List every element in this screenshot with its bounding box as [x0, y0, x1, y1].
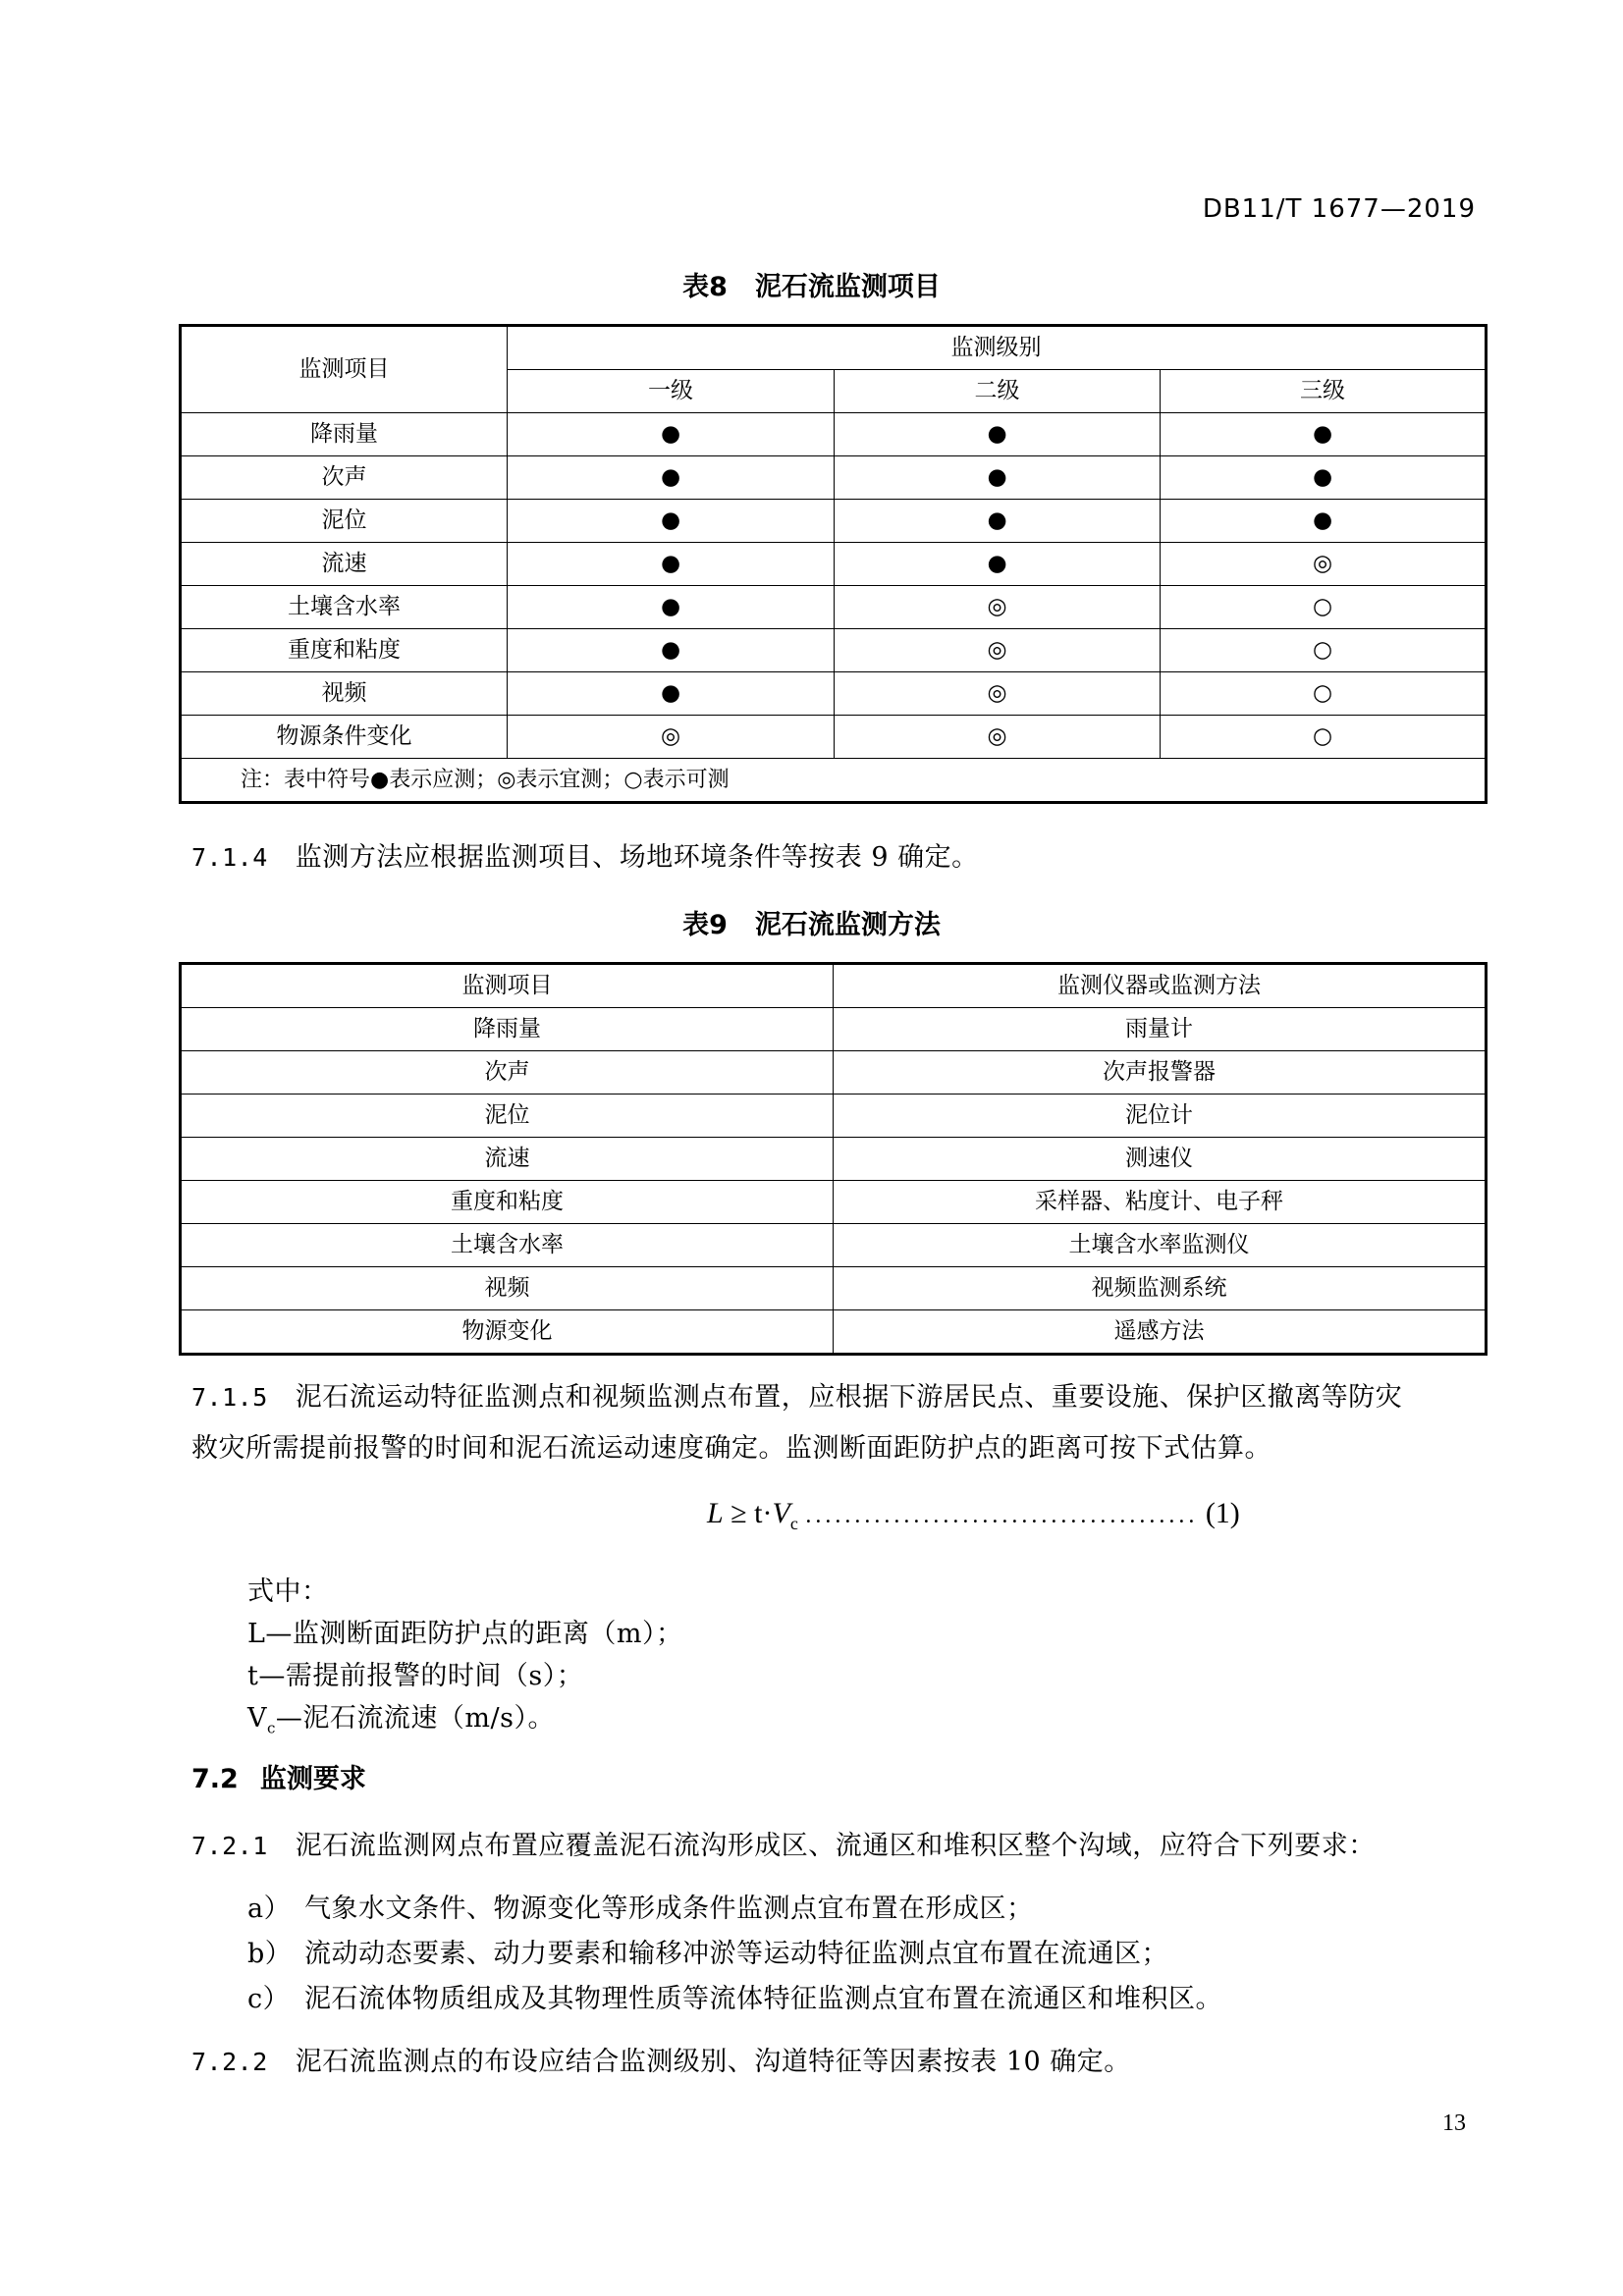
table-row — [181, 543, 1487, 586]
requirement-list — [247, 1887, 1426, 2022]
table9-method: 测速仪 — [834, 1138, 1487, 1181]
table9-item: 物源变化 — [181, 1310, 834, 1355]
table-row — [181, 1181, 1487, 1224]
table8-cell: ● — [1161, 500, 1487, 543]
table8-cell: ● — [508, 543, 835, 586]
formula-var-l: L — [707, 1497, 724, 1529]
table8-cell: ● — [508, 500, 835, 543]
section-number: 7.2 — [191, 1764, 239, 1794]
table9-number: 表9 — [682, 910, 728, 940]
clause-number: 7.2.1 — [191, 1832, 268, 1860]
section-heading-7-2 — [191, 1757, 366, 1795]
table9-method: 采样器、粘度计、电子秤 — [834, 1181, 1487, 1224]
table8-cell: ◎ — [835, 586, 1161, 629]
table9-item: 次声 — [181, 1051, 834, 1095]
table8-cell: ● — [508, 413, 835, 456]
table9-header-method: 监测仪器或监测方法 — [834, 964, 1487, 1008]
table-row — [181, 413, 1487, 456]
table8 — [179, 324, 1488, 804]
formula-where — [247, 1571, 1426, 1749]
table-row — [181, 456, 1487, 500]
table8-cell: ● — [508, 672, 835, 716]
table8-caption — [0, 265, 1623, 303]
table8-cell: ● — [508, 586, 835, 629]
clause-number: 7.1.5 — [191, 1383, 268, 1412]
paragraph-line — [191, 1372, 1488, 1423]
table9-item: 泥位 — [181, 1095, 834, 1138]
paragraph-text: 泥石流监测网点布置应覆盖泥石流沟形成区、流通区和堆积区整个沟域，应符合下列要求： — [295, 1831, 1376, 1861]
table8-cell: ● — [508, 629, 835, 672]
table8-cell: ● — [835, 543, 1161, 586]
table9-method: 泥位计 — [834, 1095, 1487, 1138]
where-intro: 式中： — [247, 1576, 329, 1607]
where-line-v: $V_c—$泥石流流速（m/s）。 — [247, 1703, 555, 1737]
table-row — [181, 500, 1487, 543]
formula-1 — [707, 1497, 1492, 1534]
table9-method: 次声报警器 — [834, 1051, 1487, 1095]
paragraph-7-1-5 — [191, 1372, 1488, 1474]
paragraph-7-2-2 — [191, 2037, 1488, 2088]
table8-cell: ● — [835, 456, 1161, 500]
table8-level-3: 三级 — [1161, 370, 1487, 413]
table-row — [181, 1008, 1487, 1051]
table-row — [181, 1095, 1487, 1138]
table8-item: 降雨量 — [181, 413, 508, 456]
table-row — [181, 1310, 1487, 1355]
formula-sub: c — [789, 1514, 798, 1533]
table8-item: 物源条件变化 — [181, 716, 508, 759]
table9 — [179, 962, 1488, 1356]
paragraph-7-2-1 — [191, 1821, 1488, 1872]
table-row — [181, 1051, 1487, 1095]
where-line-l: L—监测断面距防护点的距离（m）； — [247, 1619, 683, 1649]
formula-var-v: V — [772, 1497, 790, 1529]
table-row — [181, 716, 1487, 759]
table-row — [181, 1138, 1487, 1181]
table8-cell: ◎ — [1161, 543, 1487, 586]
table8-header-level: 监测级别 — [508, 326, 1487, 370]
table8-cell: ◎ — [835, 716, 1161, 759]
table8-item: 视频 — [181, 672, 508, 716]
table-row — [181, 586, 1487, 629]
paragraph-line: 救灾所需提前报警的时间和泥石流运动速度确定。监测断面距防护点的距离可按下式估算。 — [191, 1433, 1271, 1464]
table9-method: 遥感方法 — [834, 1310, 1487, 1355]
standard-code: DB11/T 1677—2019 — [1202, 194, 1476, 224]
table9-title: 泥石流监测方法 — [754, 910, 941, 940]
table8-cell: ● — [508, 456, 835, 500]
table8-header-item: 监测项目 — [181, 326, 508, 413]
paragraph-text: 泥石流监测点的布设应结合监测级别、沟道特征等因素按表 10 确定。 — [295, 2047, 1131, 2077]
formula-leader: ........................................ — [805, 1503, 1199, 1528]
table8-number: 表8 — [682, 272, 728, 302]
section-title: 监测要求 — [259, 1764, 366, 1794]
paragraph-7-1-4 — [191, 832, 1488, 883]
table-row — [181, 672, 1487, 716]
table8-note: 注：表中符号●表示应测；◎表示宜测；○表示可测 — [181, 759, 1487, 803]
list-item: a） 气象水文条件、物源变化等形成条件监测点宜布置在形成区； — [247, 1894, 1034, 1924]
table8-cell: ● — [1161, 456, 1487, 500]
table8-cell: ● — [835, 413, 1161, 456]
clause-number: 7.1.4 — [191, 843, 268, 872]
where-line-t: t—需提前报警的时间（s）； — [247, 1661, 584, 1691]
paragraph-text: 监测方法应根据监测项目、场地环境条件等按表 9 确定。 — [295, 842, 979, 873]
formula-number: (1) — [1205, 1497, 1240, 1529]
table8-level-1: 一级 — [508, 370, 835, 413]
table8-cell: ◎ — [835, 672, 1161, 716]
table9-header-item: 监测项目 — [181, 964, 834, 1008]
table9-item: 流速 — [181, 1138, 834, 1181]
table9-item: 重度和粘度 — [181, 1181, 834, 1224]
table9-item: 降雨量 — [181, 1008, 834, 1051]
table8-cell: ● — [1161, 413, 1487, 456]
list-item: b） 流动动态要素、动力要素和输移冲淤等运动特征监测点宜布置在流通区； — [247, 1939, 1168, 1969]
table-row — [181, 1267, 1487, 1310]
page-number: 13 — [1442, 2110, 1466, 2136]
table-row — [181, 1224, 1487, 1267]
table8-cell: ● — [835, 500, 1161, 543]
table8-cell: ○ — [1161, 672, 1487, 716]
table8-item: 泥位 — [181, 500, 508, 543]
table8-cell: ○ — [1161, 716, 1487, 759]
table9-method: 视频监测系统 — [834, 1267, 1487, 1310]
table9-method: 土壤含水率监测仪 — [834, 1224, 1487, 1267]
table8-cell: ○ — [1161, 586, 1487, 629]
table9-item: 视频 — [181, 1267, 834, 1310]
table8-level-2: 二级 — [835, 370, 1161, 413]
table8-item: 次声 — [181, 456, 508, 500]
list-item: c） 泥石流体物质组成及其物理性质等流体特征监测点宜布置在流通区和堆积区。 — [247, 1984, 1222, 2014]
table8-item: 土壤含水率 — [181, 586, 508, 629]
table-row — [181, 629, 1487, 672]
table9-caption — [0, 903, 1623, 941]
table8-item: 重度和粘度 — [181, 629, 508, 672]
table8-cell: ○ — [1161, 629, 1487, 672]
formula-operator: ≥ t· — [723, 1497, 773, 1529]
clause-number: 7.2.2 — [191, 2048, 268, 2076]
table8-cell: ◎ — [835, 629, 1161, 672]
table8-title: 泥石流监测项目 — [754, 272, 941, 302]
paragraph-text: 泥石流运动特征监测点和视频监测点布置，应根据下游居民点、重要设施、保护区撤离等防灾 — [295, 1382, 1403, 1413]
table8-cell: ◎ — [508, 716, 835, 759]
table8-item: 流速 — [181, 543, 508, 586]
table9-method: 雨量计 — [834, 1008, 1487, 1051]
table9-item: 土壤含水率 — [181, 1224, 834, 1267]
